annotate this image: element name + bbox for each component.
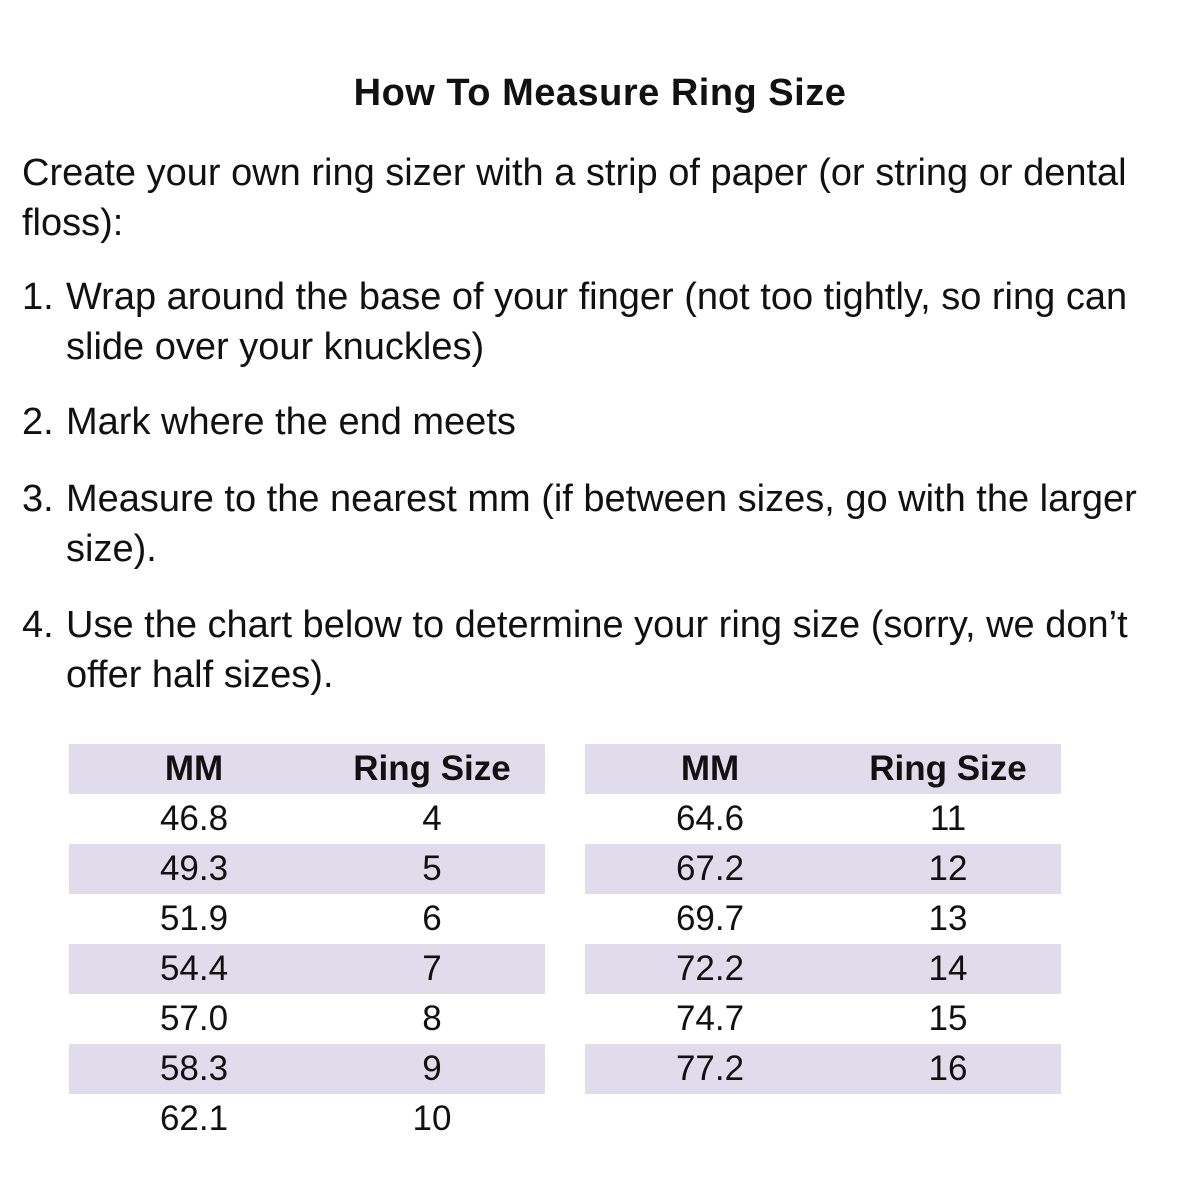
table-row — [69, 944, 545, 994]
intro-text: Create your own ring sizer with a strip of paper (or string or dental floss): — [22, 152, 1127, 244]
table-header-row — [585, 744, 1061, 794]
table-row — [585, 894, 1061, 944]
ring-size-cell: 7 — [422, 949, 442, 988]
column-header: Ring Size — [869, 749, 1027, 788]
column-header: MM — [164, 749, 224, 788]
step-number: 1. — [22, 276, 54, 318]
mm-cell: 64.6 — [675, 799, 745, 838]
mm-cell: 72.2 — [675, 949, 745, 988]
step-1 — [22, 272, 1182, 372]
mm-cell: 57.0 — [159, 999, 229, 1038]
mm-cell: 69.7 — [675, 899, 745, 938]
step-2 — [22, 397, 1182, 447]
ring-size-cell: 9 — [422, 1049, 442, 1088]
table-header-row — [69, 744, 545, 794]
ring-size-cell: 10 — [412, 1099, 452, 1138]
table-row — [585, 944, 1061, 994]
step-text: Use the chart below to determine your ring size (sorry, we don’t offer half sizes). — [66, 604, 1128, 696]
step-number: 4. — [22, 604, 54, 646]
table-row — [69, 844, 545, 894]
mm-cell: 74.7 — [675, 999, 745, 1038]
ring-size-cell: 11 — [929, 799, 967, 838]
table-row — [585, 1044, 1061, 1094]
ring-size-cell: 16 — [928, 1049, 968, 1088]
step-number: 3. — [22, 478, 54, 520]
step-text: Wrap around the base of your finger (not too tightly, so ring can slide over your knuckles) — [66, 276, 1128, 368]
ring-size-table-left — [69, 744, 545, 1144]
column-header: Ring Size — [353, 749, 511, 788]
ring-size-cell: 5 — [422, 849, 442, 888]
ring-size-cell: 15 — [928, 999, 968, 1038]
table-row — [585, 994, 1061, 1044]
table-row — [585, 844, 1061, 894]
ring-size-cell: 13 — [928, 899, 968, 938]
ring-size-cell: 4 — [422, 799, 442, 838]
mm-cell: 58.3 — [159, 1049, 229, 1088]
mm-cell: 77.2 — [675, 1049, 745, 1088]
table-row — [69, 1094, 545, 1144]
table-row — [69, 1044, 545, 1094]
ring-size-cell: 14 — [928, 949, 968, 988]
mm-cell: 49.3 — [159, 849, 229, 888]
ring-size-cell: 6 — [422, 899, 442, 938]
table-row — [69, 894, 545, 944]
step-4 — [22, 600, 1182, 700]
page-title: How To Measure Ring Size — [353, 72, 847, 114]
ring-size-cell: 8 — [422, 999, 442, 1038]
mm-cell: 51.9 — [159, 899, 229, 938]
mm-cell: 67.2 — [675, 849, 745, 888]
step-number: 2. — [22, 401, 54, 443]
ring-size-cell: 12 — [928, 849, 968, 888]
mm-cell: 62.1 — [159, 1099, 229, 1138]
column-header: MM — [680, 749, 740, 788]
mm-cell: 46.8 — [159, 799, 229, 838]
ring-size-table-right — [585, 744, 1061, 1094]
mm-cell: 54.4 — [159, 949, 229, 988]
table-row — [69, 994, 545, 1044]
step-text: Measure to the nearest mm (if between sizes, go with the larger size). — [66, 478, 1137, 570]
table-row — [585, 794, 1061, 844]
table-row — [69, 794, 545, 844]
step-text: Mark where the end meets — [66, 401, 516, 443]
step-3 — [22, 474, 1182, 574]
